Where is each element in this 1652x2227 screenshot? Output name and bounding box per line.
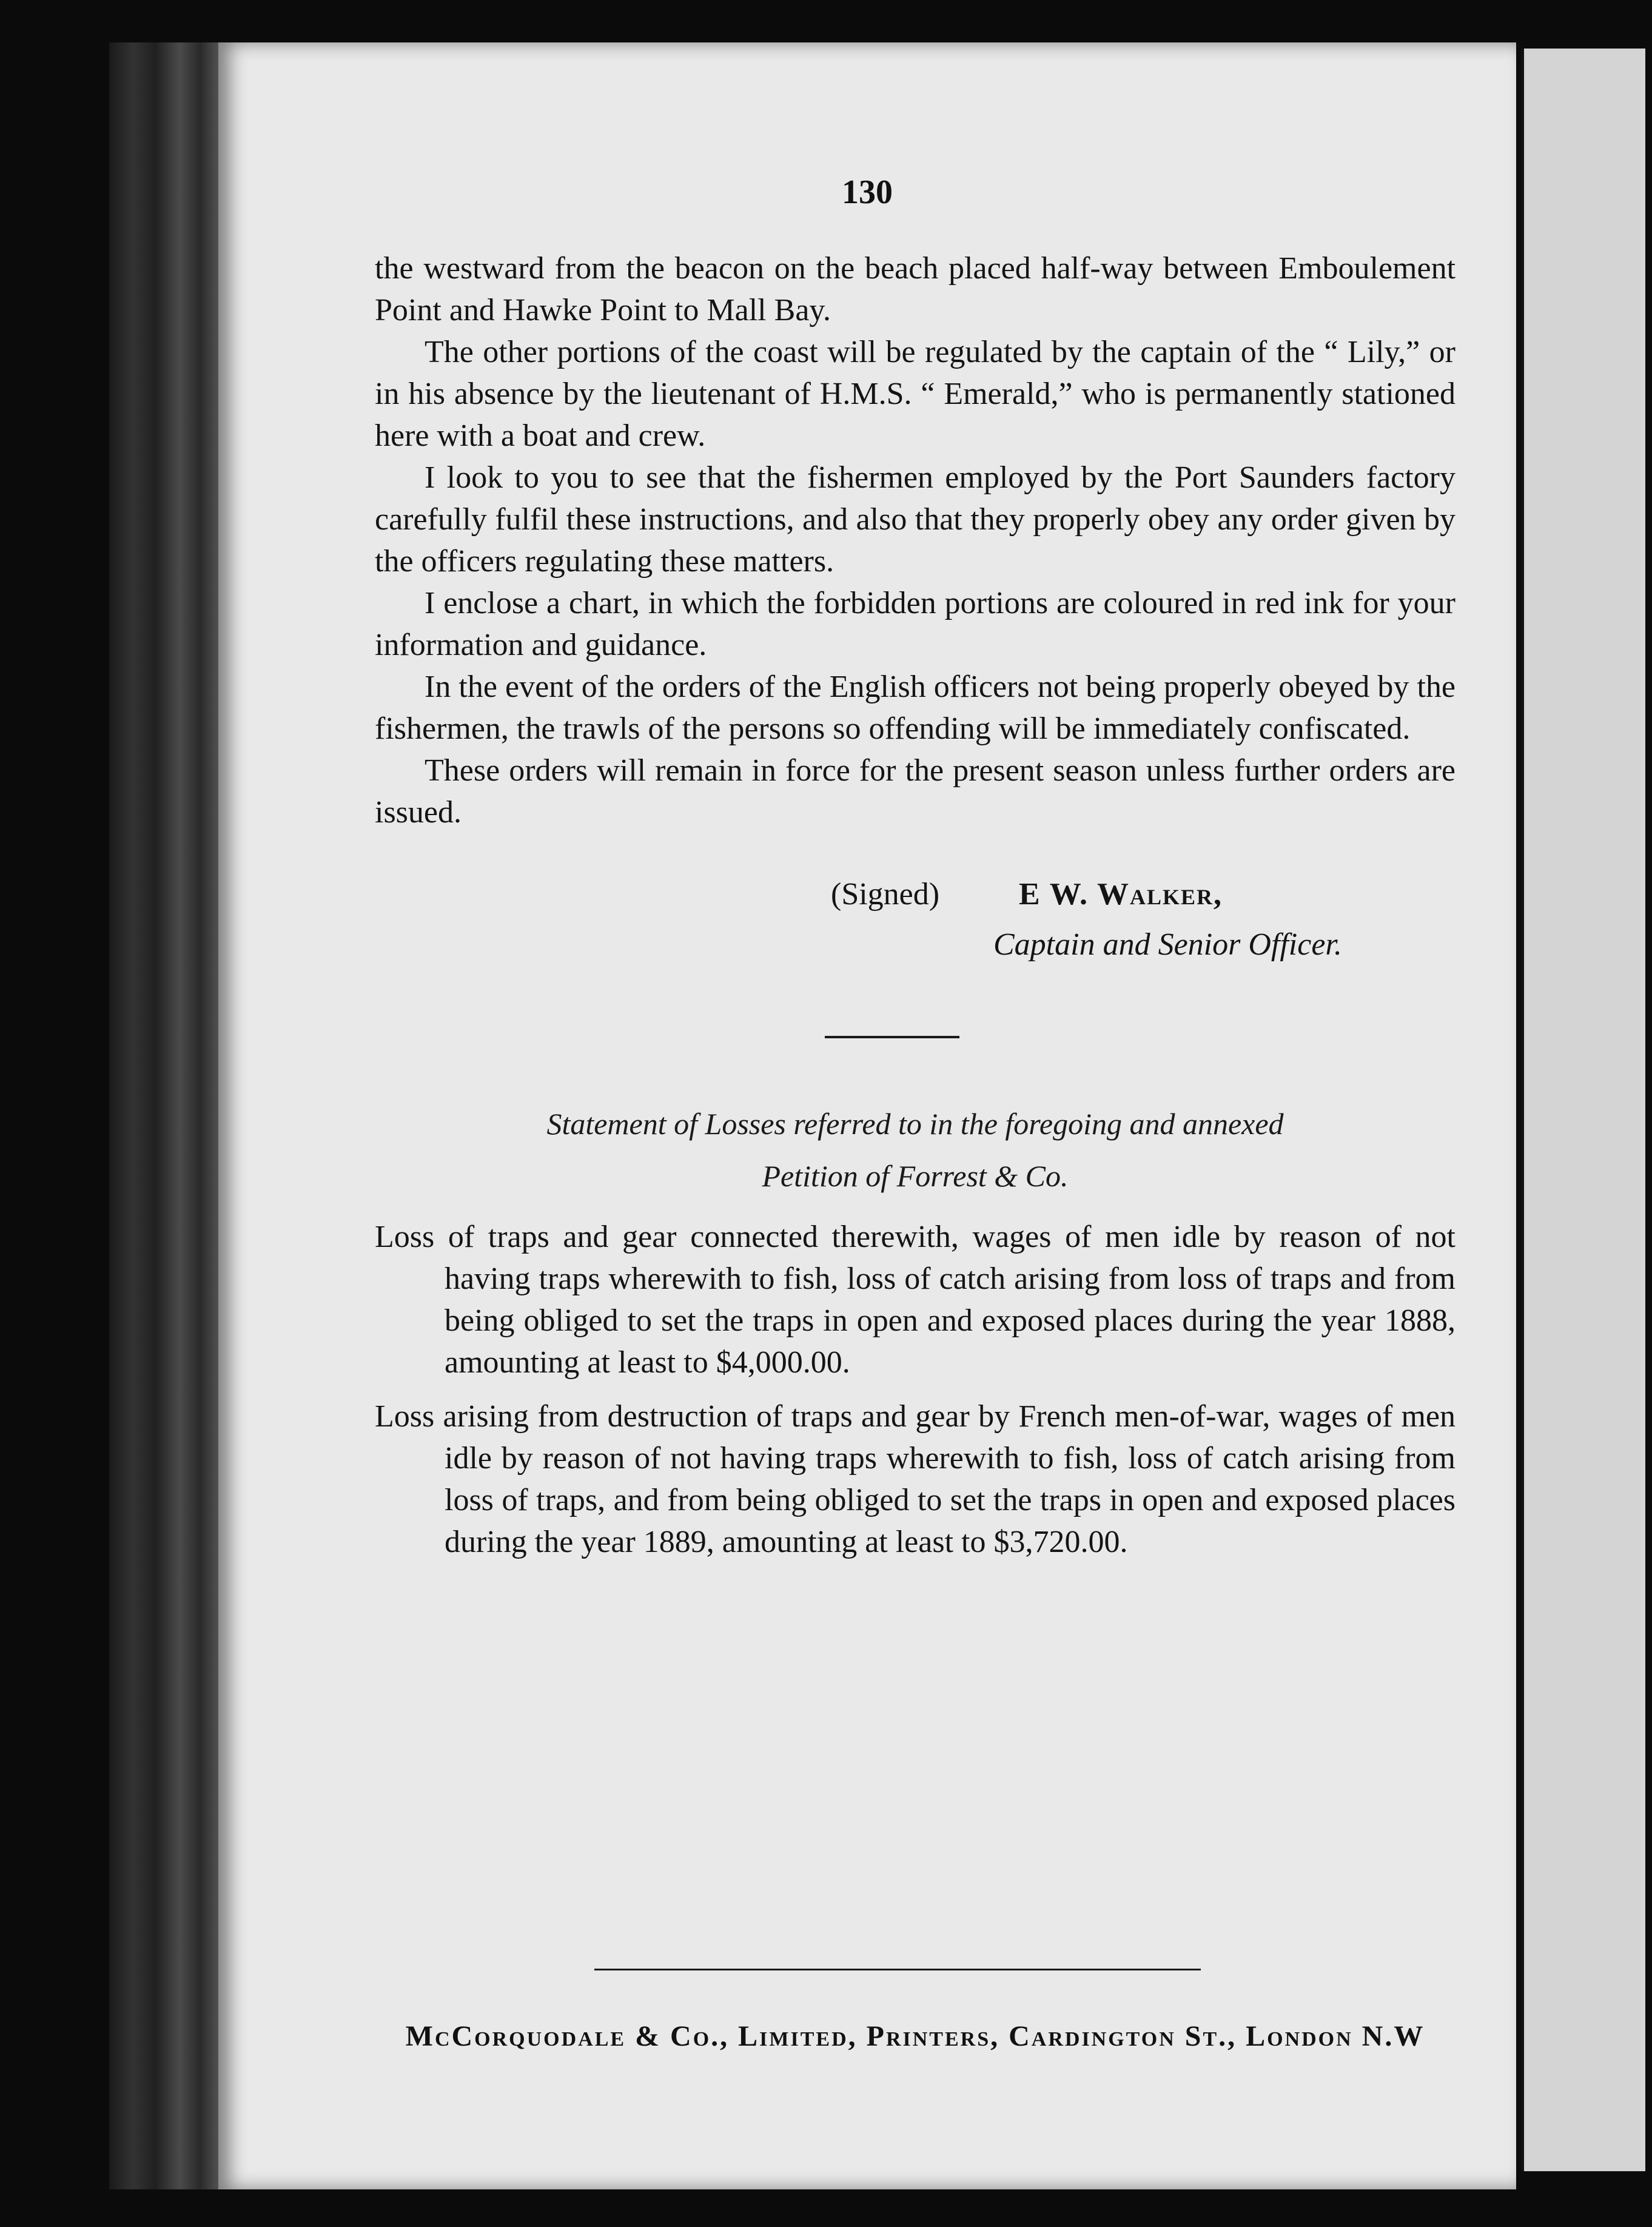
page-number: 130 [842,173,893,211]
adjacent-page-edge [1521,49,1645,2171]
signatory-title: Captain and Senior Officer. [993,927,1342,962]
section-divider [825,1036,959,1038]
letter-paragraph-5: In the event of the orders of the English officers not being properly obeyed by the fishermen, the trawls of the persons so offending will be immediately confiscated. [375,670,1456,746]
letter-paragraph-2: The other portions of the coast will be regulated by the captain of the “ Lily,” or in his absence by the lieutenant of H.M.S. “ Emerald,” who is permanently stationed here with a boat and crew. [375,335,1456,453]
footer-rule [594,1969,1201,1970]
printer-imprint: McCorquodale & Co., Limited, Printers, Cardington St., London N.W [405,2020,1425,2052]
statement-heading: Statement of Losses referred to in the foregoing and annexed Petition of Forrest & Co. [546,1107,1284,1193]
letter-paragraph-1: the westward from the beacon on the beach placed half-way between Emboulement Point and Hawke Point to Mall Bay. [375,251,1456,328]
letter-body [375,247,1456,833]
letter-paragraph-3: I look to you to see that the fishermen employed by the Port Saunders factory carefully fulfil these instructions, and also that they properly obey any order given by the officers regulating these matters. [375,460,1456,579]
letter-paragraph-6: These orders will remain in force for the present season unless further orders are issued. [375,753,1456,830]
letter-paragraph-4: I enclose a chart, in which the forbidden portions are coloured in red ink for your information and guidance. [375,586,1456,662]
statement-item-1889: Loss arising from destruction of traps and gear by French men-of-war, wages of men idle by reason of not having traps wherewith to fish, loss of catch arising from loss of traps, and from being obliged to set the traps in open and exposed places during the year 1889, amounting at least to $3,720.00. [375,1399,1456,1559]
signatory-name: E W. Walker, [1019,877,1223,912]
signed-label: (Signed) [831,877,940,912]
statement-item-1888: Loss of traps and gear connected therewith, wages of men idle by reason of not having traps wherewith to fish, loss of catch arising from loss of traps and from being obliged to set the traps in open and exposed places during the year 1888, amounting at least to $4,000.00. [375,1220,1456,1380]
statement-body [375,1216,1456,1563]
book-binding [109,42,230,2189]
document-page [218,42,1516,2189]
